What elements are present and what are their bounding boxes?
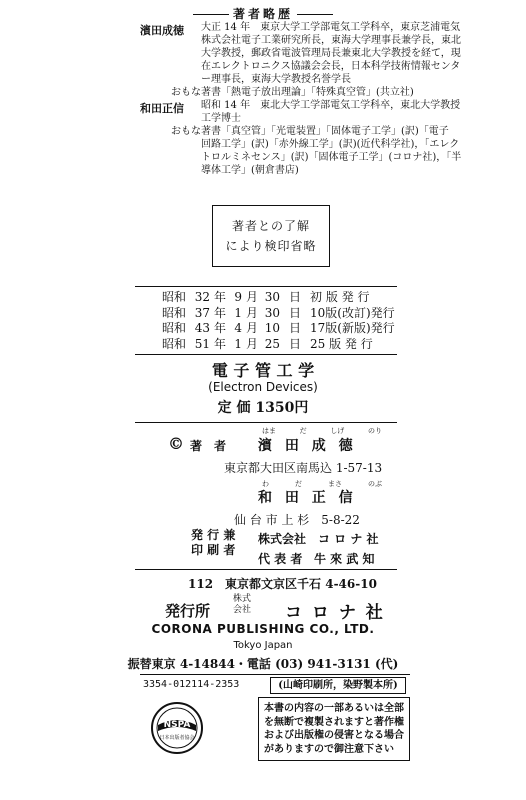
- book-price: 定 価 1350円: [217, 400, 309, 416]
- printer-box: (山崎印刷所，染野製本所): [270, 677, 406, 694]
- seal-notice-box: [212, 205, 330, 267]
- publisher-label: 発行所: [165, 602, 211, 620]
- representative-name: 牛 來 武 知: [314, 552, 375, 566]
- author1-name: 濱田成徳: [140, 24, 184, 37]
- history-row: 昭和 51 年 1 月 25 日 25 版 発 行: [162, 336, 373, 351]
- author1-name-copyright: 濱 田 成 德: [258, 438, 357, 454]
- seal-notice-text: 著者との了解 により検印省略: [225, 219, 317, 253]
- publisher-contact: 振替東京 4-14844・電話 (03) 941-3131 (代): [127, 657, 399, 671]
- publisher-corp-type: 株式 会社: [233, 594, 252, 615]
- copyright-notice-box: [258, 697, 410, 761]
- history-row: 昭和 43 年 4 月 10 日 17版(新版)発行: [162, 321, 395, 335]
- history-row: 昭和 32 年 9 月 30 日 初 版 発 行: [162, 290, 370, 304]
- copyright-notice: 本書の内容の一部あるいは全部 を無断で複製されますと著作権 および出版権の侵害となる場合 がありますので御注意下さい: [264, 703, 404, 755]
- authors-section-title: 著者略歴: [0, 5, 526, 22]
- price-rule: [135, 422, 397, 423]
- copyright-symbol: ©: [168, 434, 184, 453]
- publisher-city: Tokyo Japan: [233, 640, 293, 651]
- publisher-company: 株式会社 コ ロ ナ 社: [258, 532, 379, 546]
- author2-name-copyright: 和 田 正 信: [258, 490, 357, 506]
- nspa-logo-subtext: 日本出版者協会: [159, 735, 195, 741]
- representative-label: 代 表 者: [258, 552, 303, 566]
- isbn: 3354-012114-2353: [143, 679, 240, 690]
- book-title: 電 子 管 工 学: [211, 361, 315, 380]
- author2-ruby: わ だ まさ のぶ: [262, 480, 382, 488]
- author1-ruby: はま だ しげ のり: [262, 427, 382, 435]
- history-top-rule: [135, 286, 397, 287]
- history-table: [162, 290, 400, 352]
- nspa-logo-text: NSPA: [163, 720, 191, 730]
- author1-bio: 大正 14 年 東京大学工学部電気工学科卒，東京芝浦電気 株式会社電子工業研究所長，東海大学理事長兼学長，東北 大学教授，郵政省電波管理局長兼東北大学教授を経て，現 在エレクトロニクス協議会会長，日本科学技術情報センタ ー理事長，東海大学教授名誉学長 おもな著書「熱電子放出理論」「特殊真空管」(共立社): [171, 22, 461, 98]
- history-bottom-rule: [135, 354, 397, 355]
- author2-bio: 昭和 14 年 東北大学工学部電気工学科卒，東北大学教授 工学博士 おもな著書「真空管」「光電装置」「固体電子工学」(訳)「電子 回路工学」(訳)「赤外線工学」(訳)(近代科学社)，「エレク トロルミネセンス」(訳)「固体電子工学」(コロナ社)，「半 導体工学」(朝倉書店): [171, 100, 462, 176]
- publisher-role-label: 発 行 兼 印 刷 者: [191, 528, 236, 557]
- publisher-postal: 112 東京都文京区千石 4-46-10: [188, 577, 377, 591]
- publisher-english: CORONA PUBLISHING CO., LTD.: [151, 622, 375, 636]
- history-row: 昭和 37 年 1 月 30 日 10版(改訂)発行: [162, 305, 395, 320]
- author2-name: 和田正信: [140, 102, 184, 115]
- copyright-rule: [135, 569, 397, 570]
- author1-address: 東京都大田区南馬込 1-57-13: [224, 461, 383, 475]
- publisher-name: コ ロ ナ 社: [285, 603, 385, 623]
- nspa-logo: [150, 701, 204, 755]
- book-subtitle: (Electron Devices): [208, 380, 318, 394]
- author2-address: 仙 台 市 上 杉 5-8-22: [234, 513, 360, 527]
- footer-rule: [140, 674, 410, 675]
- author-label: 著 者: [190, 439, 227, 453]
